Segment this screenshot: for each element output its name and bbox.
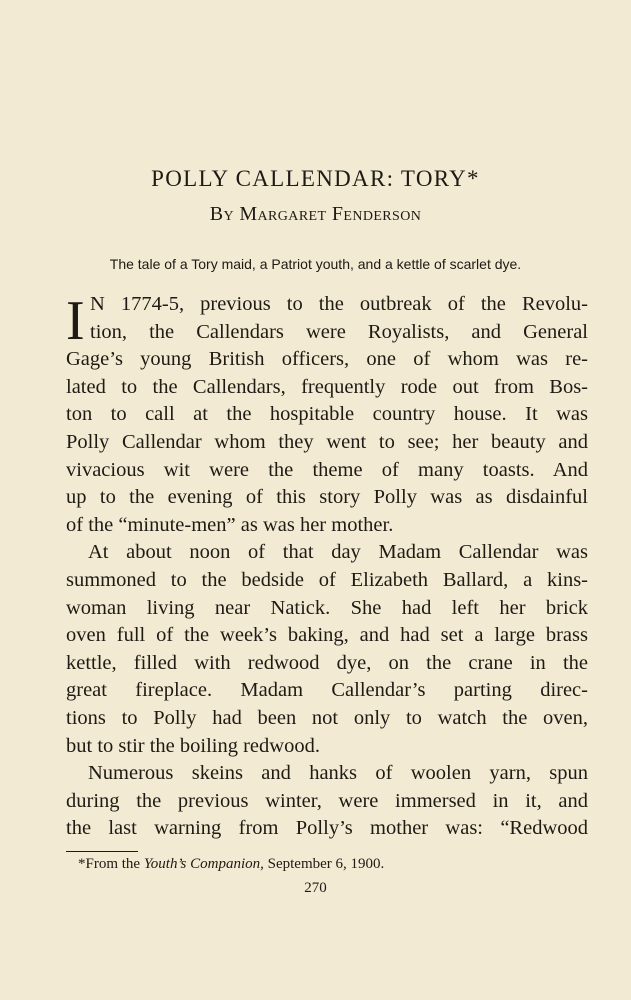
story-title: POLLY CALLENDAR: TORY* bbox=[151, 166, 480, 191]
body-line: At about noon of that day Madam Callendar was bbox=[88, 541, 588, 564]
body-line: vivacious wit were the theme of many toasts. And bbox=[66, 458, 588, 481]
footnote-prefix: *From the bbox=[78, 856, 144, 872]
body-line: but to stir the boiling redwood. bbox=[66, 734, 320, 757]
body-line: tions to Polly had been not only to watch the oven, bbox=[66, 706, 588, 729]
body-line: tion, the Callendars were Royalists, and General bbox=[90, 320, 588, 343]
body-line: up to the evening of this story Polly was as disdainful bbox=[66, 486, 588, 509]
body-line: of the “minute-men” as was her mother. bbox=[66, 513, 394, 536]
body-line: Numerous skeins and hanks of woolen yarn, spun bbox=[88, 762, 588, 785]
footnote-rule bbox=[66, 851, 138, 852]
author-byline: By Margaret Fenderson bbox=[209, 203, 422, 225]
body-line: during the previous winter, were immersed in it, and bbox=[66, 789, 588, 812]
body-line: ton to call at the hospitable country house. It was bbox=[66, 403, 588, 426]
story-body bbox=[66, 291, 588, 843]
drop-cap: I bbox=[66, 290, 85, 352]
footnote-date: September 6, 1900. bbox=[263, 856, 385, 872]
body-line: lated to the Callendars, frequently rode out from Bos- bbox=[66, 375, 588, 398]
story-summary: The tale of a Tory maid, a Patriot youth, and a kettle of scarlet dye. bbox=[109, 256, 522, 272]
body-line: woman living near Natick. She had left her brick bbox=[66, 596, 588, 619]
body-line: oven full of the week’s baking, and had set a large brass bbox=[66, 624, 588, 647]
body-line: kettle, filled with redwood dye, on the crane in the bbox=[66, 651, 588, 674]
body-line: N 1774-5, previous to the outbreak of the Revolu- bbox=[90, 293, 588, 315]
body-line: great fireplace. Madam Callendar’s parting direc- bbox=[66, 679, 588, 702]
body-line: summoned to the bedside of Elizabeth Ballard, a kins- bbox=[66, 568, 588, 591]
footnote-source: Youth’s Companion, bbox=[143, 856, 264, 872]
body-line: Gage’s young British officers, one of whom was re- bbox=[66, 348, 588, 371]
footnote bbox=[78, 856, 384, 873]
body-line: Polly Callendar whom they went to see; her beauty and bbox=[66, 430, 588, 453]
page-number: 270 bbox=[304, 880, 327, 896]
body-line: the last warning from Polly’s mother was: “Redwood bbox=[66, 817, 588, 840]
